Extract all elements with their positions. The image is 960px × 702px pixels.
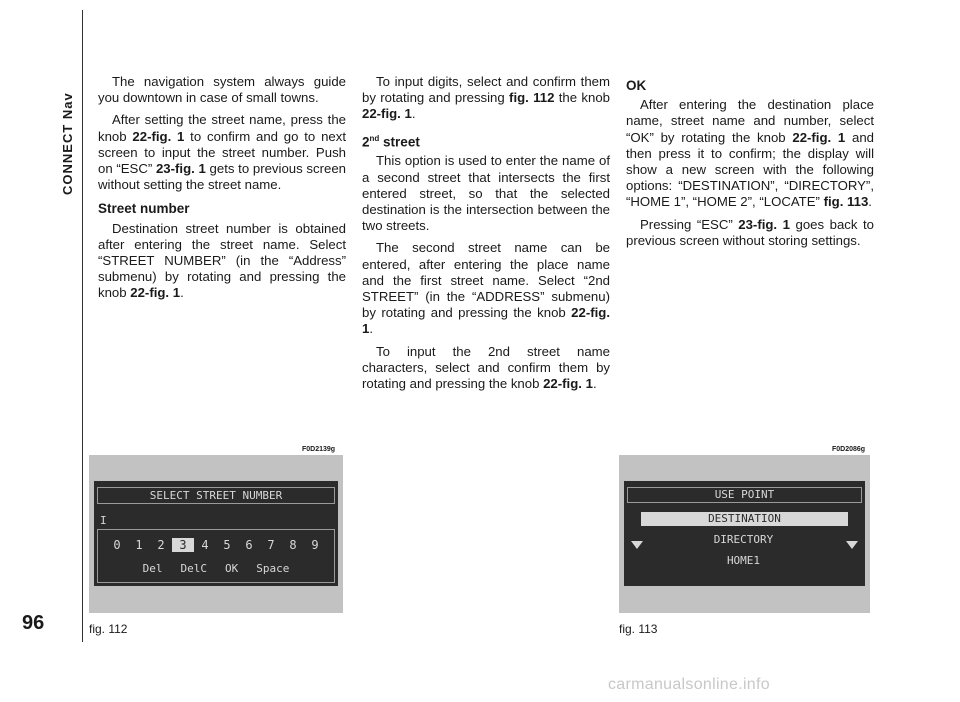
- action-key[interactable]: Space: [256, 562, 290, 575]
- figure-code: F0D2139g: [302, 446, 336, 453]
- paragraph: Destination street number is obtained after entering the street name. Select “STREET NUMBER” (in the “Address” submenu) by rotating and pressing the knob 22-fig. 1.: [98, 220, 346, 301]
- text-column-3: [626, 74, 874, 255]
- text-column-2: [362, 74, 610, 398]
- digit-key[interactable]: 1: [135, 538, 143, 552]
- action-key[interactable]: OK: [225, 562, 239, 575]
- digit-key[interactable]: 9: [311, 538, 319, 552]
- action-row: [98, 562, 334, 575]
- paragraph: The navigation system always guide you downtown in case of small towns.: [98, 74, 346, 106]
- digit-key[interactable]: 8: [289, 538, 297, 552]
- paragraph: After entering the destination place name, street name and number, select “OK” by rotating the knob 22-fig. 1 and then press it to confirm; the display will show a new screen with the following options: “DESTINATION”, “DIRECTORY”, “HOME 1”, “HOME 2”, “LOCATE” fig. 113.: [626, 97, 875, 210]
- keypad: [97, 529, 335, 583]
- margin-divider: [82, 10, 83, 642]
- section-side-label-text: CONNECT Nav: [60, 92, 75, 195]
- figure-112-panel: [89, 455, 343, 613]
- figure-caption: fig. 113: [619, 622, 658, 636]
- figure-caption: fig. 112: [89, 622, 128, 636]
- digit-key[interactable]: 5: [223, 538, 231, 552]
- screen-title: USE POINT: [627, 487, 862, 503]
- menu-item[interactable]: HOME1: [726, 554, 761, 567]
- paragraph: This option is used to enter the name of a second street that intersects the first entered street, so that the selected destination is the intersection between the two streets.: [362, 153, 610, 234]
- figure-113-panel: [619, 455, 870, 613]
- figure-code: F0D2086g: [832, 446, 866, 453]
- display-screen: [624, 481, 865, 586]
- page-number: 96: [22, 612, 45, 634]
- section-side-label: [60, 75, 80, 195]
- menu-item[interactable]: DESTINATION: [641, 512, 848, 526]
- text-column-1: [98, 74, 346, 308]
- digit-key[interactable]: 6: [245, 538, 253, 552]
- action-key[interactable]: Del: [142, 562, 163, 575]
- heading-ok: OK: [626, 78, 647, 93]
- input-cursor: I: [100, 514, 107, 527]
- display-screen: [94, 481, 338, 586]
- heading-street-number: Street number: [98, 201, 190, 217]
- action-key[interactable]: DelC: [180, 562, 207, 575]
- paragraph: After setting the street name, press the knob 22-fig. 1 to confirm and go to next screen to input the street number. Push on “ESC” 23-fig. 1 gets to previous screen without setting the street name.: [98, 112, 346, 193]
- menu-item[interactable]: DIRECTORY: [713, 533, 774, 546]
- paragraph: To input the 2nd street name characters, select and confirm them by rotating and pressing the knob 22-fig. 1.: [362, 343, 610, 391]
- paragraph: Pressing “ESC” 23-fig. 1 goes back to previous screen without storing settings.: [626, 216, 874, 248]
- scroll-down-left-icon: [631, 541, 643, 549]
- digit-key[interactable]: 4: [201, 538, 209, 552]
- digit-key[interactable]: 7: [267, 538, 275, 552]
- screen-title: SELECT STREET NUMBER: [97, 487, 335, 504]
- scroll-down-right-icon: [846, 541, 858, 549]
- digit-row: [98, 538, 334, 552]
- watermark: carmanualsonline.info: [608, 676, 770, 693]
- heading-2nd-street: 2nd street: [362, 133, 420, 150]
- digit-key[interactable]: 2: [157, 538, 165, 552]
- digit-key[interactable]: 3: [172, 538, 194, 552]
- paragraph: To input digits, select and confirm them by rotating and pressing fig. 112 the knob 22-fig. 1.: [362, 74, 610, 122]
- digit-key[interactable]: 0: [113, 538, 121, 552]
- paragraph: The second street name can be entered, after entering the place name and the first street name. Select “2nd STREET” (in the “ADDRESS” submenu) by rotating and pressing the knob 22-fig. 1.: [362, 240, 610, 337]
